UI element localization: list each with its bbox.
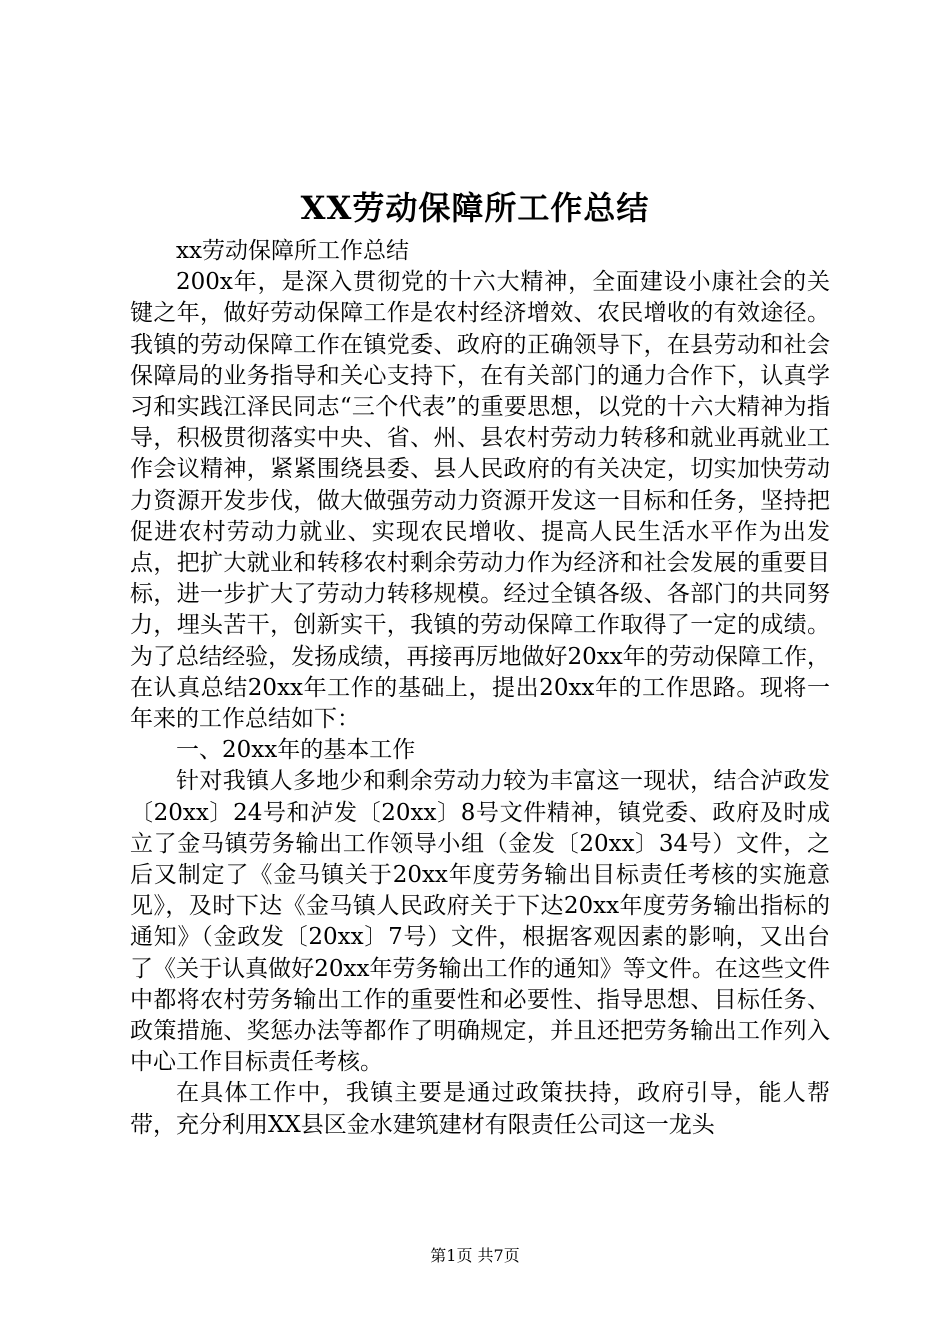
paragraph-basic-work: 针对我镇人多地少和剩余劳动力较为丰富这一现状，结合泸政发〔20xx〕24号和泸发〔20xx〕8号文件精神，镇党委、政府及时成立了金马镇劳务输出工作领导小组（金发〔20xx〕34号）文件，之后又制定了《金马镇关于20xx年度劳务输出目标责任考核的实施意见》，及时下达《金马镇人民政府关于下达20xx年度劳务输出指标的通知》（金政发〔20xx〕7号）文件，根据客观因素的影响，又出台了《关于认真做好20xx年劳务输出工作的通知》等文件。在这些文件中都将农村劳务输出工作的重要性和必要性、指导思想、目标任务、政策措施、奖惩办法等都作了明确规定，并且还把劳务输出工作列入中心工作目标责任考核。 xyxy=(130,768,830,1076)
document-title: XX劳动保障所工作总结 xyxy=(300,189,650,227)
paragraph-intro: 200x年，是深入贯彻党的十六大精神，全面建设小康社会的关键之年，做好劳动保障工作是农村经济增效、农民增收的有效途径。我镇的劳动保障工作在镇党委、政府的正确领导下，在县劳动和社会保障局的业务指导和关心支持下，在有关部门的通力合作下，认真学习和实践江泽民同志“三个代表”的重要思想，以党的十六大精神为指导，积极贯彻落实中央、省、州、县农村劳动力转移和就业再就业工作会议精神，紧紧围绕县委、县人民政府的有关决定，切实加快劳动力资源开发步伐，做大做强劳动力资源开发这一目标和任务，坚持把促进农村劳动力就业、实现农民增收、提高人民生活水平作为出发点，把扩大就业和转移农村剩余劳动力作为经济和社会发展的重要目标，进一步扩大了劳动力转移规模。经过全镇各级、各部门的共同努力，埋头苦干，创新实干，我镇的劳动保障工作取得了一定的成绩。为了总结经验，发扬成绩，再接再厉地做好20xx年的劳动保障工作，在认真总结20xx年工作的基础上，提出20xx年的工作思路。现将一年来的工作总结如下： xyxy=(130,269,830,733)
page-footer: 第1页 共7页 xyxy=(430,1246,520,1265)
section-heading: 一、20xx年的基本工作 xyxy=(176,737,416,764)
document-body xyxy=(130,236,830,1141)
paragraph-subtitle: xx劳动保障所工作总结 xyxy=(176,238,409,264)
paragraph-specific-work: 在具体工作中，我镇主要是通过政策扶持，政府引导，能人帮带，充分利用XX县区金水建筑建材有限责任公司这一龙头 xyxy=(130,1080,830,1138)
